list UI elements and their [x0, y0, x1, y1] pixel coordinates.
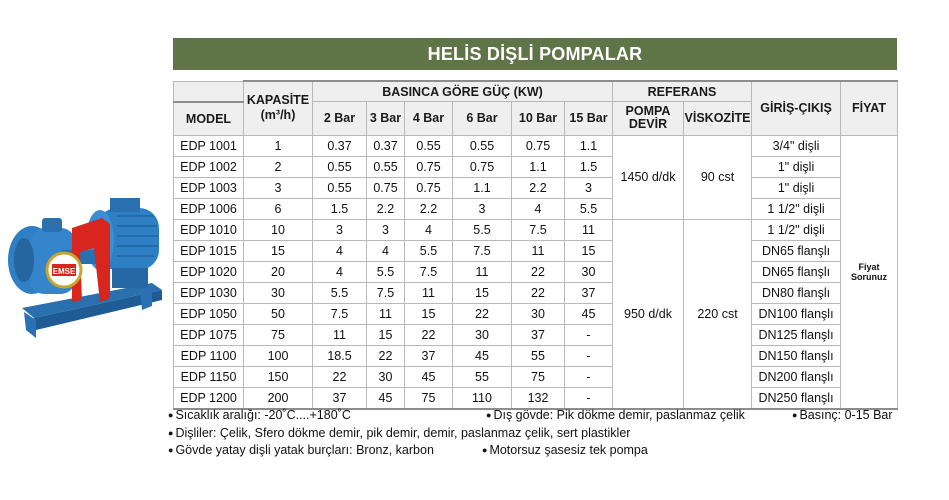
page-title: HELİS DİŞLİ POMPALAR — [427, 43, 643, 64]
cell-model: EDP 1100 — [174, 345, 244, 366]
table-row — [174, 366, 898, 387]
cell-power: 0.55 — [453, 135, 512, 156]
cell-power: - — [565, 324, 613, 345]
cell-power: 22 — [313, 366, 367, 387]
header-bar-3: 3 Bar — [367, 102, 405, 136]
cell-connection: DN250 flanşlı — [752, 387, 841, 409]
pump-product-image — [2, 188, 172, 348]
cell-model: EDP 1150 — [174, 366, 244, 387]
header-capacity — [244, 81, 313, 135]
cell-power: 5.5 — [565, 198, 613, 219]
bullet-icon: ● — [168, 445, 174, 455]
cell-capacity: 75 — [244, 324, 313, 345]
page-title-banner — [173, 38, 897, 70]
cell-connection: DN65 flanşlı — [752, 240, 841, 261]
cell-pump-speed: 1450 d/dk — [613, 135, 684, 219]
cell-power: 0.75 — [453, 156, 512, 177]
note-text: Dişliler: Çelik, Sfero dökme demir, pik demir, demir, paslanmaz çelik, sert plastikler — [175, 426, 631, 440]
header-reference-group: REFERANS — [613, 81, 752, 102]
table-row — [174, 156, 898, 177]
cell-model: EDP 1006 — [174, 198, 244, 219]
cell-connection: 3/4" dişli — [752, 135, 841, 156]
cell-power: 45 — [453, 345, 512, 366]
note-bearings — [168, 443, 434, 457]
cell-power: 37 — [512, 324, 565, 345]
cell-capacity: 50 — [244, 303, 313, 324]
note-text: Motorsuz şasesiz tek pompa — [489, 443, 648, 457]
cell-capacity: 2 — [244, 156, 313, 177]
header-inlet-outlet: GİRİŞ-ÇIKIŞ — [752, 81, 841, 135]
cell-power: - — [565, 387, 613, 409]
cell-power: 0.75 — [367, 177, 405, 198]
price-line1: Fiyat — [858, 261, 880, 272]
table-row — [174, 345, 898, 366]
cell-model: EDP 1001 — [174, 135, 244, 156]
cell-viscosity: 90 cst — [684, 135, 752, 219]
cell-power: 37 — [313, 387, 367, 409]
cell-capacity: 3 — [244, 177, 313, 198]
cell-power: 30 — [367, 366, 405, 387]
cell-power: 0.75 — [405, 177, 453, 198]
cell-power: 3 — [565, 177, 613, 198]
cell-capacity: 150 — [244, 366, 313, 387]
price-line2: Sorunuz — [851, 271, 888, 282]
cell-power: 5.5 — [405, 240, 453, 261]
cell-power: 1.5 — [565, 156, 613, 177]
table-header-row-1 — [174, 81, 898, 102]
pump-cover — [14, 238, 34, 282]
cell-power: 0.37 — [367, 135, 405, 156]
cell-power: 3 — [453, 198, 512, 219]
cell-connection: DN80 flanşlı — [752, 282, 841, 303]
cell-power: 1.1 — [512, 156, 565, 177]
cell-power: 132 — [512, 387, 565, 409]
cell-power: 5.5 — [453, 219, 512, 240]
note-text: Gövde yatay dişli yatak burçları: Bronz, karbon — [175, 443, 434, 457]
cell-power: 110 — [453, 387, 512, 409]
brand-badge-text: EMSE — [52, 267, 76, 276]
cell-price — [841, 135, 898, 409]
cell-power: 11 — [367, 303, 405, 324]
cell-power: 45 — [565, 303, 613, 324]
cell-power: 37 — [405, 345, 453, 366]
header-price: FİYAT — [841, 81, 898, 135]
header-bar-10: 10 Bar — [512, 102, 565, 136]
bullet-icon: ● — [168, 410, 174, 420]
cell-power: 22 — [367, 345, 405, 366]
cell-power: 1.5 — [313, 198, 367, 219]
cell-connection: DN150 flanşlı — [752, 345, 841, 366]
cell-capacity: 20 — [244, 261, 313, 282]
cell-power: 0.75 — [405, 156, 453, 177]
cell-model: EDP 1200 — [174, 387, 244, 409]
table-row — [174, 303, 898, 324]
cell-power: 22 — [405, 324, 453, 345]
cell-model: EDP 1002 — [174, 156, 244, 177]
cell-power: - — [565, 366, 613, 387]
cell-power: 55 — [512, 345, 565, 366]
cell-power: - — [565, 345, 613, 366]
cell-power: 11 — [405, 282, 453, 303]
cell-power: 7.5 — [512, 219, 565, 240]
cell-capacity: 200 — [244, 387, 313, 409]
cell-power: 2.2 — [405, 198, 453, 219]
cell-power: 7.5 — [313, 303, 367, 324]
cell-power: 0.55 — [367, 156, 405, 177]
note-gears — [168, 426, 630, 440]
header-bar-2: 2 Bar — [313, 102, 367, 136]
cell-model: EDP 1010 — [174, 219, 244, 240]
note-motorless — [482, 443, 648, 457]
cell-power: 22 — [453, 303, 512, 324]
cell-capacity: 6 — [244, 198, 313, 219]
cell-power: 11 — [313, 324, 367, 345]
cell-power: 3 — [313, 219, 367, 240]
cell-power: 55 — [453, 366, 512, 387]
cell-power: 7.5 — [405, 261, 453, 282]
cell-capacity: 15 — [244, 240, 313, 261]
cell-connection: DN200 flanşlı — [752, 366, 841, 387]
table-body — [174, 135, 898, 409]
cell-viscosity: 220 cst — [684, 219, 752, 409]
cell-power: 4 — [405, 219, 453, 240]
table-row — [174, 177, 898, 198]
cell-power: 5.5 — [313, 282, 367, 303]
header-pump-speed — [613, 102, 684, 136]
cell-connection: 1" dişli — [752, 177, 841, 198]
table-row — [174, 324, 898, 345]
header-pump-speed-line2: DEVİR — [628, 117, 668, 132]
cell-power: 4 — [313, 261, 367, 282]
pump-base-leg2 — [140, 286, 152, 310]
cell-power: 11 — [453, 261, 512, 282]
cell-power: 7.5 — [367, 282, 405, 303]
cell-power: 30 — [565, 261, 613, 282]
cell-capacity: 100 — [244, 345, 313, 366]
cell-power: 11 — [512, 240, 565, 261]
cell-power: 1.1 — [565, 135, 613, 156]
cell-power: 22 — [512, 261, 565, 282]
cell-power: 18.5 — [313, 345, 367, 366]
cell-pump-speed: 950 d/dk — [613, 219, 684, 409]
cell-connection: DN100 flanşlı — [752, 303, 841, 324]
cell-capacity: 30 — [244, 282, 313, 303]
table-row — [174, 198, 898, 219]
motor-foot — [112, 268, 148, 288]
cell-power: 2.2 — [512, 177, 565, 198]
cell-power: 3 — [367, 219, 405, 240]
header-viscosity: VİSKOZİTE — [684, 102, 752, 136]
cell-model: EDP 1075 — [174, 324, 244, 345]
cell-power: 15 — [565, 240, 613, 261]
cell-power: 0.55 — [313, 177, 367, 198]
cell-power: 4 — [367, 240, 405, 261]
table-row — [174, 135, 898, 156]
cell-connection: DN125 flanşlı — [752, 324, 841, 345]
note-pressure — [792, 408, 893, 422]
header-power-group: BASINCA GÖRE GÜÇ (KW) — [313, 81, 613, 102]
table-row — [174, 282, 898, 303]
header-bar-4: 4 Bar — [405, 102, 453, 136]
header-capacity-line1: KAPASİTE — [246, 93, 310, 108]
motor-terminal-box — [110, 198, 140, 212]
cell-power: 30 — [453, 324, 512, 345]
bullet-icon: ● — [792, 410, 798, 420]
bullet-icon: ● — [486, 410, 492, 420]
cell-connection: DN65 flanşlı — [752, 261, 841, 282]
table-row — [174, 219, 898, 240]
cell-capacity: 10 — [244, 219, 313, 240]
bullet-icon: ● — [482, 445, 488, 455]
cell-power: 75 — [512, 366, 565, 387]
cell-power: 15 — [367, 324, 405, 345]
cell-power: 2.2 — [367, 198, 405, 219]
cell-power: 0.55 — [405, 135, 453, 156]
cell-power: 0.37 — [313, 135, 367, 156]
bullet-icon: ● — [168, 428, 174, 438]
table-row — [174, 261, 898, 282]
header-bar-15: 15 Bar — [565, 102, 613, 136]
cell-capacity: 1 — [244, 135, 313, 156]
cell-power: 15 — [405, 303, 453, 324]
header-pump-speed-line1: POMPA — [625, 104, 671, 119]
header-blank — [174, 81, 244, 102]
cell-power: 0.55 — [313, 156, 367, 177]
header-bar-6: 6 Bar — [453, 102, 512, 136]
cell-power: 0.75 — [512, 135, 565, 156]
cell-power: 5.5 — [367, 261, 405, 282]
cell-model: EDP 1030 — [174, 282, 244, 303]
cell-connection: 1" dişli — [752, 156, 841, 177]
cell-power: 11 — [565, 219, 613, 240]
table-row — [174, 387, 898, 409]
cell-model: EDP 1003 — [174, 177, 244, 198]
table-row — [174, 240, 898, 261]
note-outer-body — [486, 408, 745, 422]
header-capacity-line2: (m³/h) — [260, 108, 296, 123]
cell-power: 1.1 — [453, 177, 512, 198]
note-text: Sıcaklık aralığı: -20˚C....+180˚C — [175, 408, 351, 422]
note-text: Basınç: 0-15 Bar — [799, 408, 893, 422]
pump-spec-table — [173, 80, 898, 410]
note-text: Dış gövde: Pik dökme demir, paslanmaz çelik — [493, 408, 745, 422]
cell-power: 7.5 — [453, 240, 512, 261]
cell-power: 45 — [405, 366, 453, 387]
cell-connection: 1 1/2" dişli — [752, 219, 841, 240]
cell-power: 37 — [565, 282, 613, 303]
cell-power: 22 — [512, 282, 565, 303]
cell-connection: 1 1/2" dişli — [752, 198, 841, 219]
pump-inlet — [42, 218, 62, 232]
cell-power: 30 — [512, 303, 565, 324]
note-temperature — [168, 408, 351, 422]
cell-model: EDP 1050 — [174, 303, 244, 324]
cell-power: 15 — [453, 282, 512, 303]
cell-power: 4 — [512, 198, 565, 219]
cell-power: 45 — [367, 387, 405, 409]
cell-model: EDP 1020 — [174, 261, 244, 282]
cell-model: EDP 1015 — [174, 240, 244, 261]
header-model: MODEL — [174, 102, 244, 136]
cell-power: 75 — [405, 387, 453, 409]
cell-power: 4 — [313, 240, 367, 261]
